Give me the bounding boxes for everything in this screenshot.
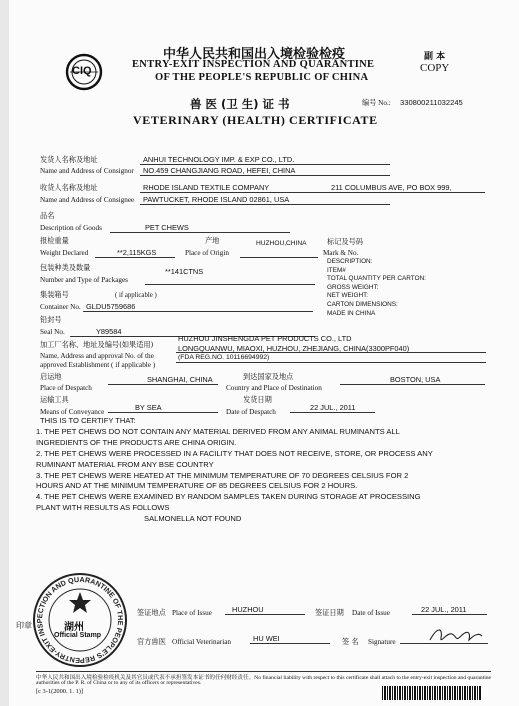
rule bbox=[140, 192, 485, 193]
rule bbox=[108, 384, 218, 385]
destination-label-cn: 到达国家及地点 bbox=[243, 372, 294, 381]
consignor-label-cn: 发货人名称及地址 bbox=[40, 155, 98, 164]
footer-code: [c 3-1(2000. 1. 1)] bbox=[36, 688, 84, 695]
marks-list bbox=[327, 258, 426, 318]
container-label-cn: 集装箱号 bbox=[40, 290, 69, 299]
footer-disclaimer-1: 中华人民共和国出入境检验检疫机关及其官员或代表不承担签发本证书的任何财经责任。No financial liability with respect to this certificate shall attach to the entry-exit inspection and quarantine bbox=[36, 675, 491, 681]
signature-mark bbox=[425, 624, 485, 646]
vet-value: HU WEI bbox=[253, 634, 280, 643]
stamp-center: 湖州 bbox=[64, 622, 84, 633]
rule bbox=[225, 614, 305, 615]
container-label-en: Container No. bbox=[40, 303, 81, 311]
weight-value: **2,115KGS bbox=[117, 248, 157, 257]
goods-label-cn: 品名 bbox=[40, 211, 55, 220]
conveyance-value: BY SEA bbox=[135, 403, 162, 412]
marks-line: DESCRIPTION: bbox=[327, 258, 373, 265]
despatch-value: SHANGHAI, CHINA bbox=[147, 375, 213, 384]
certify-block bbox=[36, 416, 433, 525]
establishment-line3: (FDA REG.NO. 10116694992) bbox=[178, 354, 270, 361]
certify-line: RUMINANT MATERIAL FROM ANY BSE COUNTRY bbox=[36, 459, 214, 469]
consignee-line1b: 211 COLUMBUS AVE, PO BOX 999, bbox=[331, 183, 452, 192]
rule bbox=[95, 257, 175, 258]
certify-line: SALMONELLA NOT FOUND bbox=[144, 514, 242, 524]
official-stamp bbox=[30, 572, 130, 668]
copy-en: COPY bbox=[420, 62, 450, 74]
origin-label-en: Place of Origin bbox=[185, 249, 229, 257]
marks-line: MADE IN CHINA bbox=[327, 309, 376, 317]
vet-label-cn: 官方兽医 bbox=[137, 637, 166, 646]
footer-rule bbox=[36, 671, 491, 672]
despatch-label-en: Place of Despatch bbox=[40, 384, 92, 392]
origin-value: HUZHOU,CHINA bbox=[256, 240, 307, 247]
ciq-logo bbox=[64, 52, 104, 92]
consignor-line2: NO.459 CHANGJIANG ROAD, HEFEI, CHINA bbox=[143, 166, 296, 175]
goods-label-en: Description of Goods bbox=[40, 224, 102, 232]
marks-line: ITEM# bbox=[327, 266, 346, 274]
destination-label-en: Country and Place of Destination bbox=[226, 384, 322, 392]
rule bbox=[176, 362, 486, 363]
consignee-label-en: Name and Address of Consignee bbox=[40, 196, 135, 204]
stamp-sub: Official Stamp bbox=[54, 632, 102, 639]
consignee-line2: PAWTUCKET, RHODE ISLAND 02861, USA bbox=[143, 195, 290, 204]
despatch-date-value: 22 JUL., 2011 bbox=[310, 403, 356, 412]
establishment-label-cn: 加工厂名称、地址及编号(如果适用) bbox=[40, 340, 154, 349]
rule bbox=[108, 412, 218, 413]
origin-label-cn: 产地 bbox=[205, 236, 220, 245]
title-cn: 中华人民共和国出入境检验检疫 bbox=[163, 47, 346, 62]
packages-value: **141CTNS bbox=[165, 267, 204, 276]
footer-disclaimer-2: authorities of the P. R. of China or to any of its officers or representatives. bbox=[36, 680, 202, 686]
consignor-line1: ANHUI TECHNOLOGY IMP. & EXP CO., LTD. bbox=[143, 155, 295, 164]
establishment-line1: HUZHOU JINSHENGDA PET PRODUCTS CO., LTD bbox=[178, 334, 352, 343]
destination-value: BOSTON, USA bbox=[390, 375, 441, 384]
consignor-label-en: Name and Address of Consignor bbox=[40, 167, 134, 175]
marks-line: TOTAL QUANTITY PER CARTON: bbox=[327, 275, 426, 283]
title-en-1: ENTRY-EXIT INSPECTION AND QUARANTINE bbox=[132, 59, 375, 70]
cert-title-cn: 兽 医 (卫 生) 证 书 bbox=[190, 97, 290, 111]
rule bbox=[412, 614, 487, 615]
consignee-label-cn: 收货人名称及地址 bbox=[40, 183, 98, 192]
scan-edge bbox=[0, 0, 9, 706]
seal-value: Y89584 bbox=[96, 327, 122, 336]
certify-line: PLANT WITH RESULTS AS FOLLOWS bbox=[36, 503, 170, 513]
seal-label-cn: 铅封号 bbox=[40, 315, 62, 324]
issue-place-label-cn: 签证地点 bbox=[137, 608, 166, 617]
rule bbox=[250, 643, 330, 644]
cert-title-en: VETERINARY (HEALTH) CERTIFICATE bbox=[133, 113, 378, 127]
marks-line: GROSS WEIGHT: bbox=[327, 283, 379, 291]
sig-label-en: Signature bbox=[368, 638, 396, 646]
weight-label-cn: 报检重量 bbox=[40, 236, 69, 245]
cert-no: 330800211032245 bbox=[400, 98, 463, 107]
rule bbox=[140, 164, 390, 165]
marks-label-cn: 标记及号码 bbox=[327, 237, 363, 246]
rule bbox=[340, 384, 485, 385]
establishment-label-en-1: Name, Address and approval No. of the bbox=[40, 352, 154, 360]
certify-line: 2. THE PET CHEWS WERE PROCESSED IN A FACILITY THAT DOES NOT RECEIVE, STORE, OR PROCESS ANY bbox=[36, 448, 433, 458]
certify-line: HOURS AND AT THE MINIMUM TEMPERATURE OF 85 DEGREES CELSIUS FOR 2 HOURS. bbox=[36, 481, 358, 491]
rule bbox=[145, 284, 315, 285]
issue-date-label-en: Date of Issue bbox=[352, 609, 390, 617]
certify-line: 3. THE PET CHEWS WERE HEATED AT THE MINIMUM TEMPERATURE OF 70 DEGREES CELSIUS FOR 2 bbox=[36, 470, 409, 480]
packages-label-cn: 包装种类及数量 bbox=[40, 263, 91, 272]
establishment-line2: LONGQUANWU, MIAOXI, HUZHOU, ZHEJIANG, CHINA(3300PF040) bbox=[178, 344, 410, 353]
weight-label-en: Weight Declared bbox=[40, 249, 89, 257]
packages-label-en: Number and Type of Packages bbox=[40, 276, 128, 284]
rule bbox=[110, 232, 290, 233]
ciq-logo-text: CIQ bbox=[72, 65, 92, 77]
issue-place-value: HUZHOU bbox=[232, 605, 264, 614]
cert-no-label: 编号 No.: bbox=[362, 99, 391, 107]
vet-label-en: Official Veterinarian bbox=[172, 638, 232, 646]
barcode bbox=[382, 686, 482, 700]
consignee-line1: RHODE ISLAND TEXTILE COMPANY bbox=[143, 183, 270, 192]
rule bbox=[140, 204, 390, 205]
rule bbox=[290, 412, 375, 413]
conveyance-label-cn: 运输工具 bbox=[40, 395, 69, 404]
rule bbox=[240, 257, 318, 258]
issue-date-value: 22 JUL., 2011 bbox=[421, 605, 467, 614]
goods-value: PET CHEWS bbox=[145, 223, 189, 232]
despatch-label-cn: 启运地 bbox=[40, 372, 62, 381]
copy-cn: 副 本 bbox=[424, 52, 446, 62]
certify-line: 4. THE PET CHEWS WERE EXAMINED BY RANDOM SAMPLES TAKEN DURING STORAGE AT PROCESSING bbox=[36, 492, 421, 502]
issue-date-label-cn: 签证日期 bbox=[315, 608, 344, 617]
conveyance-label-en: Means of Conveyance bbox=[40, 408, 105, 416]
rule bbox=[83, 311, 313, 312]
marks-label-en: Mark & No. bbox=[323, 249, 359, 257]
marks-line: NET WEIGHT: bbox=[327, 292, 369, 300]
certify-line: 1. THE PET CHEWS DO NOT CONTAIN ANY MATERIAL DERIVED FROM ANY ANIMAL RUMINANTS ALL bbox=[36, 426, 400, 436]
certify-line: THIS IS TO CERTIFY THAT: bbox=[40, 416, 136, 425]
certify-line: INGREDIENTS OF THE PRODUCTS ARE CHINA ORIGIN. bbox=[36, 437, 237, 447]
container-note: ( if applicable ) bbox=[115, 292, 157, 299]
title-en-2: OF THE PEOPLE'S REPUBLIC OF CHINA bbox=[155, 72, 369, 83]
stamp-outer-text: ENTRY-EXIT INSPECTION AND QUARANTINE OF THE PEOPLE'S REP bbox=[35, 574, 126, 666]
despatch-date-label-en: Date of Despatch bbox=[226, 408, 276, 416]
seal-label-en: Seal No. bbox=[40, 328, 65, 336]
rule bbox=[140, 175, 390, 176]
rule bbox=[176, 352, 486, 353]
despatch-date-label-cn: 发货日期 bbox=[243, 395, 272, 404]
sig-label-cn: 签 名 bbox=[342, 637, 359, 646]
issue-place-label-en: Place of Issue bbox=[172, 609, 212, 617]
container-value: GLDU5759686 bbox=[86, 302, 136, 311]
marks-line: CARTON DIMENSIONS: bbox=[327, 300, 398, 308]
establishment-label-en-2: approved Establishment ( if applicable ) bbox=[40, 361, 156, 369]
stamp-side-label: 印章 bbox=[16, 621, 32, 630]
